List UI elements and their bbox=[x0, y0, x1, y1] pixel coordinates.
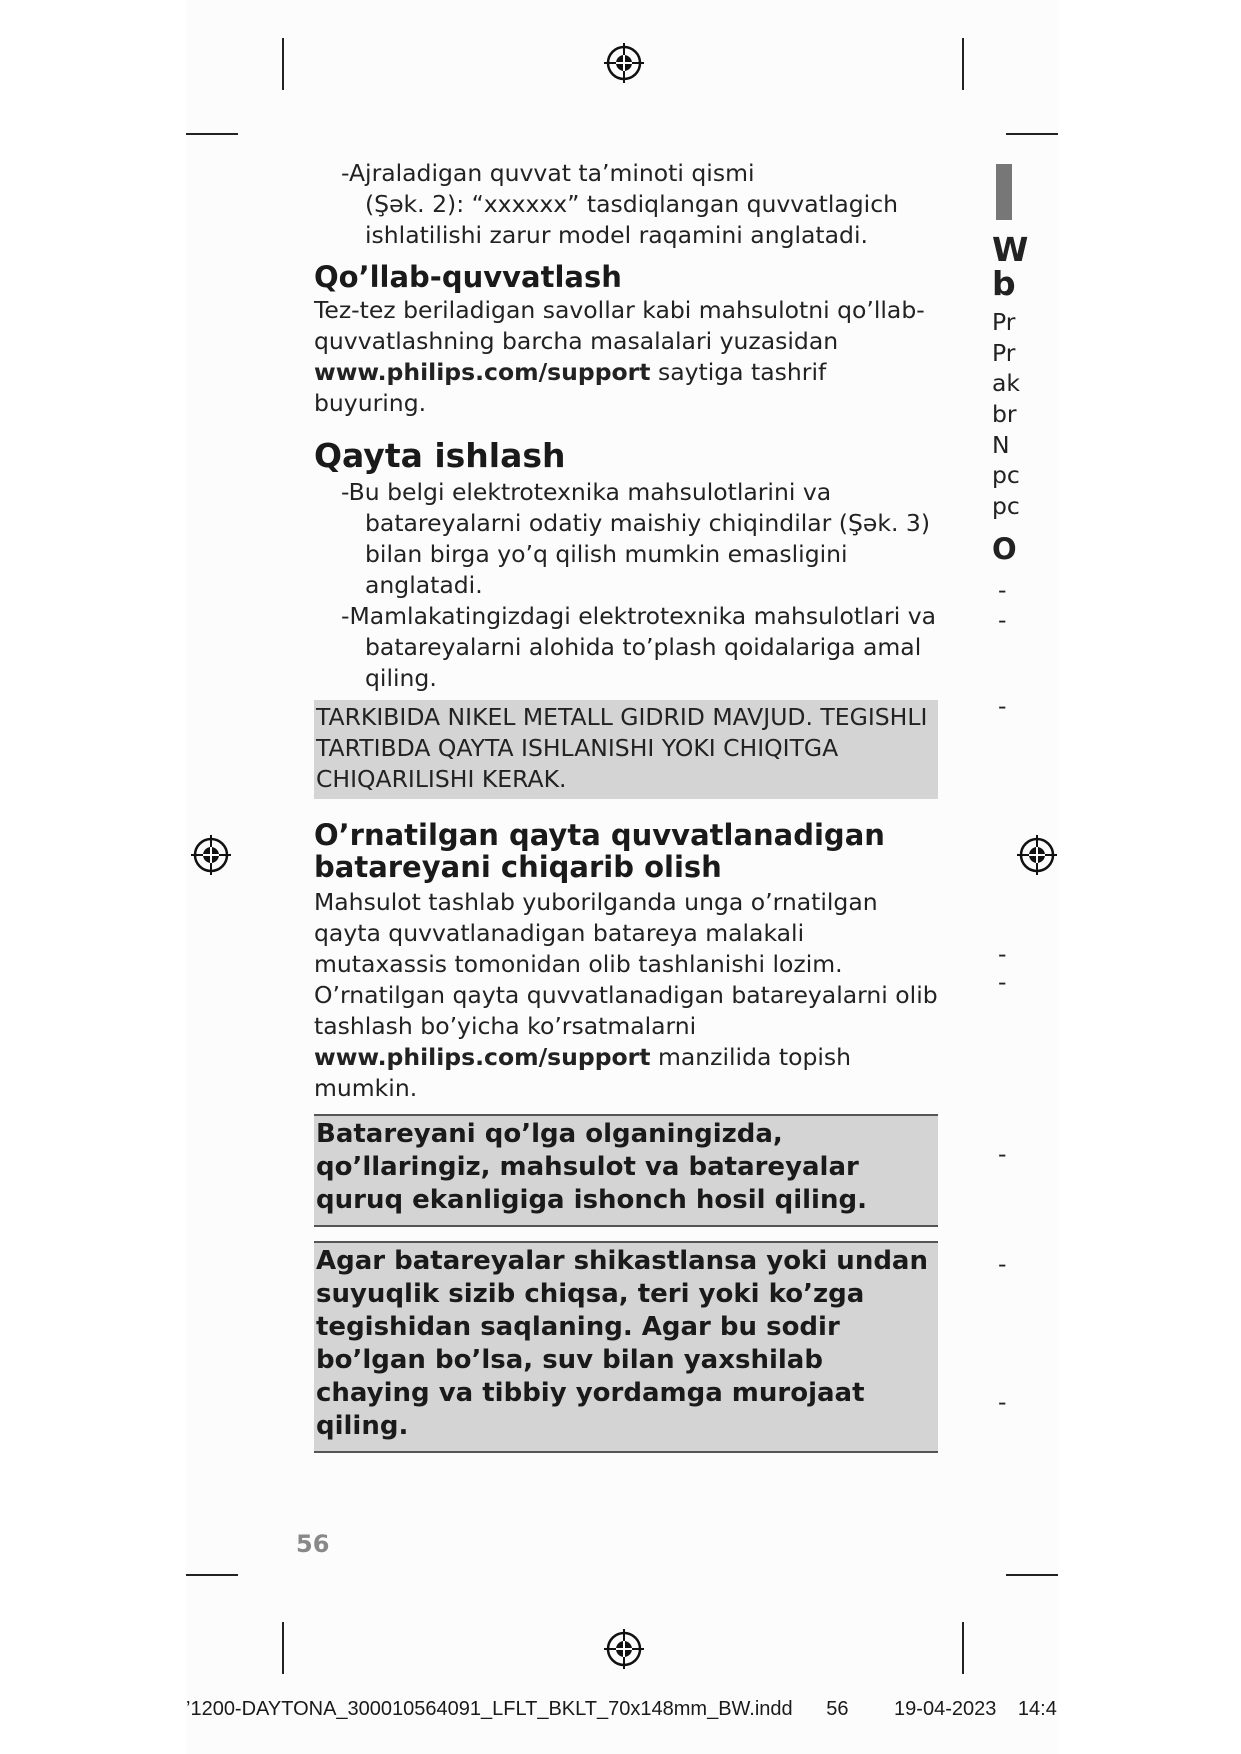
crop-mark bbox=[186, 133, 238, 135]
next-text-fragment: N bbox=[992, 431, 1010, 459]
support-text-end: saytiga tashrif buyuring. bbox=[314, 358, 827, 417]
next-dash: - bbox=[998, 968, 1007, 996]
recycling-item: -Bu belgi elektrotexnika mahsulotlarini va batareyalarni odatiy maishiy chiqindilar (Şək. 3) bilan birga yo’q qilish mumkin emasligini anglatadi. bbox=[341, 478, 930, 599]
slug-page: 56 bbox=[826, 1698, 849, 1720]
crop-mark bbox=[1006, 133, 1058, 135]
crop-mark bbox=[962, 38, 964, 90]
battery-support-link[interactable]: www.philips.com/support bbox=[314, 1043, 651, 1071]
crop-mark bbox=[282, 38, 284, 90]
recycling-heading: Qayta ishlash bbox=[314, 436, 566, 475]
nimh-notice: TARKIBIDA NIKEL METALL GIDRID MAVJUD. TEGISHLI TARTIBDA QAYTA ISHLANISHI YOKI CHIQITGA CHIQARILISHI KERAK. bbox=[314, 700, 938, 799]
next-text-fragment: br bbox=[992, 400, 1017, 428]
next-dash: - bbox=[998, 1250, 1007, 1278]
battery-removal-end: manzilida topish mumkin. bbox=[314, 1043, 852, 1102]
next-dash: - bbox=[998, 940, 1007, 968]
next-text-fragment: ak bbox=[992, 369, 1021, 397]
battery-removal-text bbox=[314, 887, 938, 1104]
adjacent-column bbox=[990, 140, 1042, 1540]
registration-mark-icon bbox=[190, 834, 232, 876]
next-text-fragment: pc bbox=[992, 492, 1020, 520]
next-dash: - bbox=[998, 1140, 1007, 1168]
slug-time: 14:4 bbox=[1017, 1698, 1057, 1720]
power-supply-item-desc: (Şək. 2): “xxxxxx” tasdiqlangan quvvatlagich ishlatilishi zarur model raqamini anglatadi. bbox=[365, 190, 899, 249]
crop-mark bbox=[282, 1622, 284, 1674]
crop-mark bbox=[962, 1622, 964, 1674]
section-bar bbox=[996, 164, 1012, 220]
battery-removal-intro: Mahsulot tashlab yuborilganda unga o’rnatilgan qayta quvvatlanadigan batareya malakali mutaxassis tomonidan olib tashlanishi lozim. O’rnatilgan qayta quvvatlanadigan batareyalarni olib tashlash bo’yicha ko’rsatmalarni bbox=[314, 888, 938, 1040]
support-link[interactable]: www.philips.com/support bbox=[314, 358, 651, 386]
next-text-fragment: Pr bbox=[992, 308, 1016, 336]
page-content bbox=[314, 158, 938, 1453]
support-heading: Qo’llab-quvvatlash bbox=[314, 260, 622, 294]
next-dash: - bbox=[998, 606, 1007, 634]
next-dash: - bbox=[998, 1388, 1007, 1416]
power-supply-item-title: -Ajraladigan quvvat ta’minoti qismi bbox=[341, 159, 755, 187]
slug-filename: ’1200-DAYTONA_300010564091_LFLT_BKLT_70x148mm_BW.indd bbox=[186, 1698, 793, 1720]
crop-mark bbox=[1006, 1574, 1058, 1576]
next-text-fragment: Pr bbox=[992, 339, 1016, 367]
battery-removal-heading: O’rnatilgan qayta quvvatlanadigan batareyani chiqarib olish bbox=[314, 818, 885, 884]
dry-hands-warning: Batareyani qo’lga olganingizda, qo’llaringiz, mahsulot va batareyalar quruq ekanligiga ishonch hosil qiling. bbox=[314, 1114, 938, 1227]
next-dash: - bbox=[998, 692, 1007, 720]
next-dash: - bbox=[998, 576, 1007, 604]
next-heading-fragment: b bbox=[992, 264, 1016, 303]
slug-date: 19-04-2023 bbox=[894, 1698, 997, 1720]
recycling-item: -Mamlakatingizdagi elektrotexnika mahsulotlari va batareyalarni alohida to’plash qoidalariga amal qiling. bbox=[341, 602, 937, 692]
support-text-intro: Tez-tez beriladigan savollar kabi mahsulotni qo’llab-quvvatlashning barcha masalalari yuzasidan bbox=[314, 296, 925, 355]
registration-mark-icon bbox=[603, 42, 645, 84]
page-number: 56 bbox=[296, 1530, 330, 1558]
registration-mark-icon bbox=[603, 1628, 645, 1670]
support-text bbox=[314, 295, 938, 419]
leak-warning: Agar batareyalar shikastlansa yoki undan suyuqlik sizib chiqsa, teri yoki ko’zga tegishidan saqlaning. Agar bu sodir bo’lgan bo’lsa, suv bilan yaxshilab chaying va tibbiy yordamga murojaat qiling. bbox=[314, 1241, 938, 1453]
print-slug bbox=[186, 1698, 1058, 1721]
next-subheading-fragment: O bbox=[992, 532, 1017, 566]
next-heading-fragment: W bbox=[992, 230, 1029, 269]
next-text-fragment: pc bbox=[992, 461, 1020, 489]
crop-mark bbox=[186, 1574, 238, 1576]
power-supply-item bbox=[314, 158, 938, 251]
